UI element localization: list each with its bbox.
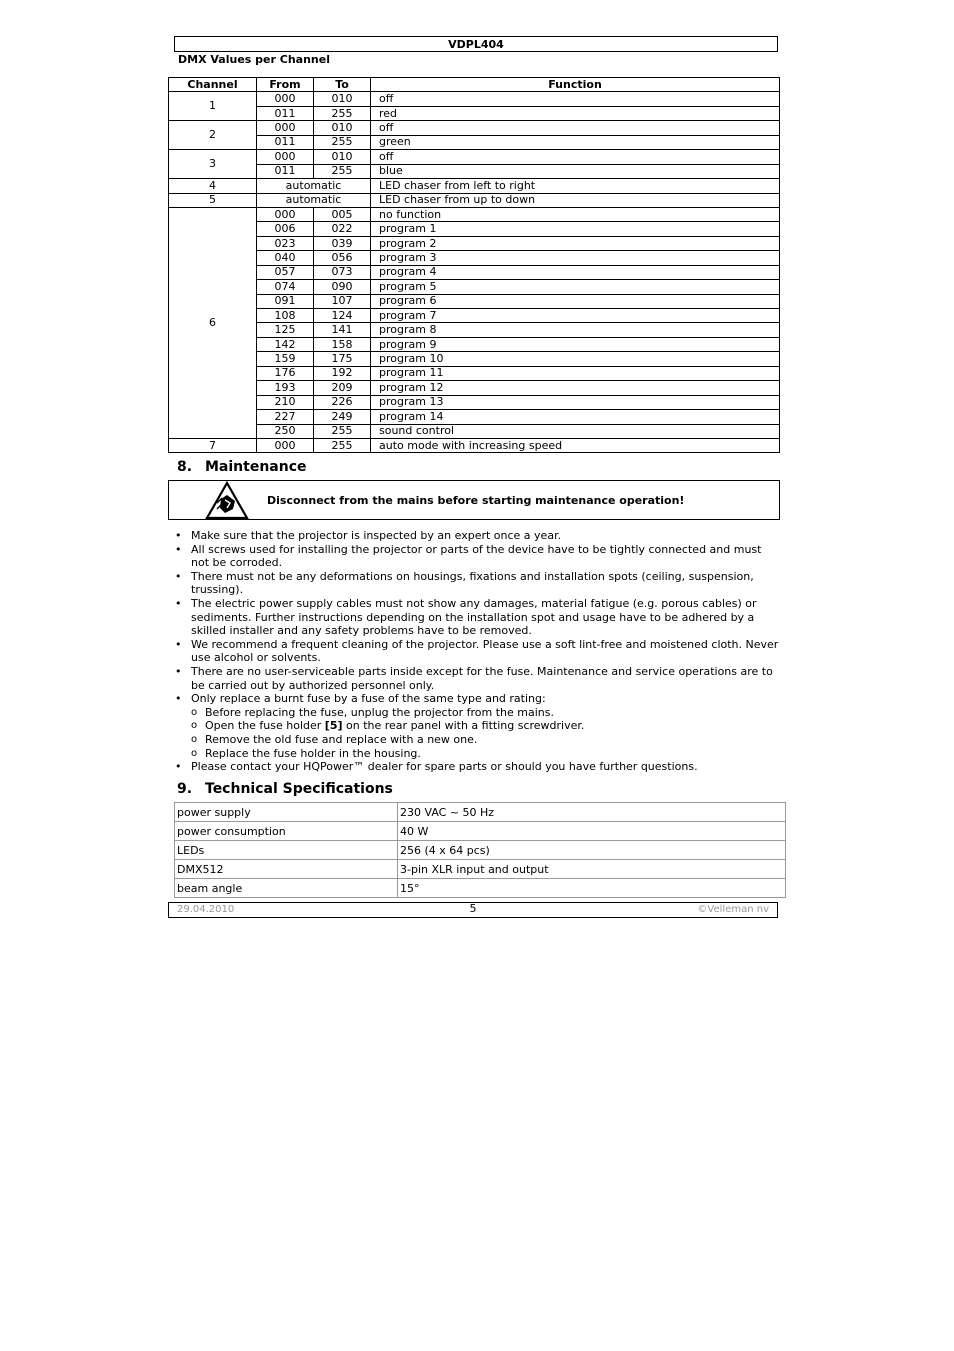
to-cell: 073 — [314, 265, 371, 279]
table-row — [169, 121, 780, 135]
table-row — [175, 860, 786, 879]
spec-value: 230 VAC ~ 50 Hz — [398, 803, 786, 822]
to-cell: 010 — [314, 121, 371, 135]
dmx-header-row — [169, 78, 780, 92]
list-item: o Open the fuse holder [5] on the rear panel with a fitting screwdriver. — [191, 719, 585, 733]
table-row — [169, 106, 780, 120]
to-cell: 255 — [314, 438, 371, 452]
footer-date: 29.04.2010 — [177, 904, 235, 915]
function-cell: program 4 — [371, 265, 780, 279]
from-cell: 000 — [257, 121, 314, 135]
to-cell: 226 — [314, 395, 371, 409]
function-cell: program 11 — [371, 366, 780, 380]
table-row — [169, 424, 780, 438]
function-cell: no function — [371, 207, 780, 221]
maintenance-title: Maintenance — [205, 459, 307, 475]
spec-table — [174, 802, 786, 898]
to-cell: 175 — [314, 352, 371, 366]
function-cell: program 1 — [371, 222, 780, 236]
table-row — [169, 150, 780, 164]
maintenance-heading — [177, 459, 307, 475]
footer-copyright: ©Velleman nv — [697, 904, 769, 915]
table-row — [175, 822, 786, 841]
warning-text: Disconnect from the mains before starting maintenance operation! — [267, 494, 685, 507]
warning-box — [168, 480, 780, 520]
function-cell: LED chaser from left to right — [371, 179, 780, 193]
from-cell: 006 — [257, 222, 314, 236]
from-cell: 108 — [257, 309, 314, 323]
function-cell: program 7 — [371, 309, 780, 323]
col-from: From — [257, 78, 314, 92]
automatic-cell: automatic — [257, 179, 371, 193]
table-row — [169, 193, 780, 207]
to-cell: 056 — [314, 251, 371, 265]
table-row — [169, 337, 780, 351]
table-row — [169, 438, 780, 452]
from-cell: 250 — [257, 424, 314, 438]
spec-value: 15° — [398, 879, 786, 898]
table-row — [169, 135, 780, 149]
function-cell: program 5 — [371, 280, 780, 294]
from-cell: 011 — [257, 106, 314, 120]
from-cell: 011 — [257, 135, 314, 149]
function-cell: program 12 — [371, 381, 780, 395]
function-cell: blue — [371, 164, 780, 178]
table-row — [175, 841, 786, 860]
spec-label: beam angle — [175, 879, 398, 898]
from-cell: 210 — [257, 395, 314, 409]
function-cell: program 9 — [371, 337, 780, 351]
tech-number: 9. — [177, 781, 193, 797]
page-header-model: VDPL404 — [174, 36, 778, 52]
from-cell: 000 — [257, 207, 314, 221]
table-row — [169, 222, 780, 236]
function-cell: program 2 — [371, 236, 780, 250]
table-row — [169, 164, 780, 178]
table-row — [169, 395, 780, 409]
table-row — [169, 410, 780, 424]
table-row — [169, 280, 780, 294]
channel-cell: 4 — [169, 179, 257, 193]
maintenance-number: 8. — [177, 459, 193, 475]
from-cell: 227 — [257, 410, 314, 424]
function-cell: off — [371, 121, 780, 135]
table-row — [169, 366, 780, 380]
list-item: o Before replacing the fuse, unplug the projector from the mains. — [191, 705, 554, 719]
col-to: To — [314, 78, 371, 92]
to-cell: 010 — [314, 150, 371, 164]
list-item: • Only replace a burnt fuse by a fuse of the same type and rating: o Before replacing the fuse, unplug the projector from the mains. o Open the fuse holder [5] on the rear panel with a fitting screwdriver. o Remove the old fuse and replace with a new one. o Replace the fuse holder in the housing. — [173, 692, 779, 760]
spec-label: LEDs — [175, 841, 398, 860]
to-cell: 124 — [314, 309, 371, 323]
page-number: 5 — [469, 902, 477, 915]
to-cell: 192 — [314, 366, 371, 380]
table-row — [169, 92, 780, 106]
list-item: o Remove the old fuse and replace with a new one. — [191, 732, 478, 746]
fuse-holder-ref: [5] — [324, 719, 343, 733]
function-cell: red — [371, 106, 780, 120]
page-footer — [168, 902, 778, 918]
list-item: • There must not be any deformations on housings, fixations and installation spots (ceiling, suspension, trussing). — [175, 569, 754, 597]
to-cell: 158 — [314, 337, 371, 351]
table-row — [169, 309, 780, 323]
spec-label: power supply — [175, 803, 398, 822]
list-item: • We recommend a frequent cleaning of the projector. Please use a soft lint-free and moistened cloth. Never use alcohol or solvents. — [175, 637, 779, 665]
table-row — [169, 179, 780, 193]
from-cell: 159 — [257, 352, 314, 366]
spec-value: 3-pin XLR input and output — [398, 860, 786, 879]
spec-value: 40 W — [398, 822, 786, 841]
list-item: o Replace the fuse holder in the housing. — [191, 746, 421, 760]
channel-cell: 1 — [169, 92, 257, 121]
function-cell: green — [371, 135, 780, 149]
col-channel: Channel — [169, 78, 257, 92]
to-cell: 107 — [314, 294, 371, 308]
function-cell: program 10 — [371, 352, 780, 366]
fuse-steps-list — [191, 706, 779, 760]
function-cell: program 3 — [371, 251, 780, 265]
from-cell: 011 — [257, 164, 314, 178]
from-cell: 074 — [257, 280, 314, 294]
to-cell: 255 — [314, 424, 371, 438]
table-row — [169, 381, 780, 395]
list-item: • The electric power supply cables must not show any damages, material fatigue (e.g. porous cables) or sediments. Further instructions depending on the installation spot and usage have to be adhered by a skilled installer and any safety problems have to be removed. — [175, 596, 757, 638]
table-row — [169, 236, 780, 250]
electric-hazard-icon — [205, 481, 249, 519]
table-row — [175, 879, 786, 898]
function-cell: program 14 — [371, 410, 780, 424]
list-item: • Please contact your HQPower™ dealer for spare parts or should you have further questions. — [175, 760, 698, 774]
function-cell: program 6 — [371, 294, 780, 308]
channel-cell: 7 — [169, 438, 257, 452]
table-row — [169, 294, 780, 308]
function-cell: LED chaser from up to down — [371, 193, 780, 207]
tech-heading — [177, 781, 393, 797]
col-function: Function — [371, 78, 780, 92]
list-item: • All screws used for installing the projector or parts of the device have to be tightly connected and must not be corroded. — [175, 542, 762, 570]
dmx-caption: DMX Values per Channel — [178, 53, 330, 66]
to-cell: 090 — [314, 280, 371, 294]
from-cell: 091 — [257, 294, 314, 308]
channel-cell: 6 — [169, 207, 257, 438]
function-cell: program 8 — [371, 323, 780, 337]
channel-cell: 2 — [169, 121, 257, 150]
from-cell: 176 — [257, 366, 314, 380]
spec-value: 256 (4 x 64 pcs) — [398, 841, 786, 860]
to-cell: 249 — [314, 410, 371, 424]
table-row — [169, 251, 780, 265]
list-item: • Make sure that the projector is inspected by an expert once a year. — [175, 529, 562, 542]
dmx-table — [168, 77, 780, 453]
function-cell: off — [371, 150, 780, 164]
from-cell: 057 — [257, 265, 314, 279]
spec-label: DMX512 — [175, 860, 398, 879]
to-cell: 255 — [314, 106, 371, 120]
automatic-cell: automatic — [257, 193, 371, 207]
table-row — [169, 265, 780, 279]
from-cell: 040 — [257, 251, 314, 265]
spec-label: power consumption — [175, 822, 398, 841]
to-cell: 209 — [314, 381, 371, 395]
tech-title: Technical Specifications — [205, 781, 393, 797]
from-cell: 000 — [257, 92, 314, 106]
from-cell: 142 — [257, 337, 314, 351]
function-cell: sound control — [371, 424, 780, 438]
from-cell: 193 — [257, 381, 314, 395]
to-cell: 255 — [314, 135, 371, 149]
table-row — [169, 323, 780, 337]
to-cell: 141 — [314, 323, 371, 337]
from-cell: 125 — [257, 323, 314, 337]
maintenance-list — [173, 529, 779, 774]
to-cell: 039 — [314, 236, 371, 250]
to-cell: 010 — [314, 92, 371, 106]
from-cell: 023 — [257, 236, 314, 250]
function-cell: off — [371, 92, 780, 106]
channel-cell: 3 — [169, 150, 257, 179]
from-cell: 000 — [257, 438, 314, 452]
channel-cell: 5 — [169, 193, 257, 207]
table-row — [169, 352, 780, 366]
table-row — [169, 207, 780, 221]
list-item: • There are no user-serviceable parts inside except for the fuse. Maintenance and service operations are to be carried out by authorized personnel only. — [175, 664, 773, 692]
to-cell: 005 — [314, 207, 371, 221]
to-cell: 255 — [314, 164, 371, 178]
table-row — [175, 803, 786, 822]
function-cell: program 13 — [371, 395, 780, 409]
from-cell: 000 — [257, 150, 314, 164]
to-cell: 022 — [314, 222, 371, 236]
function-cell: auto mode with increasing speed — [371, 438, 780, 452]
